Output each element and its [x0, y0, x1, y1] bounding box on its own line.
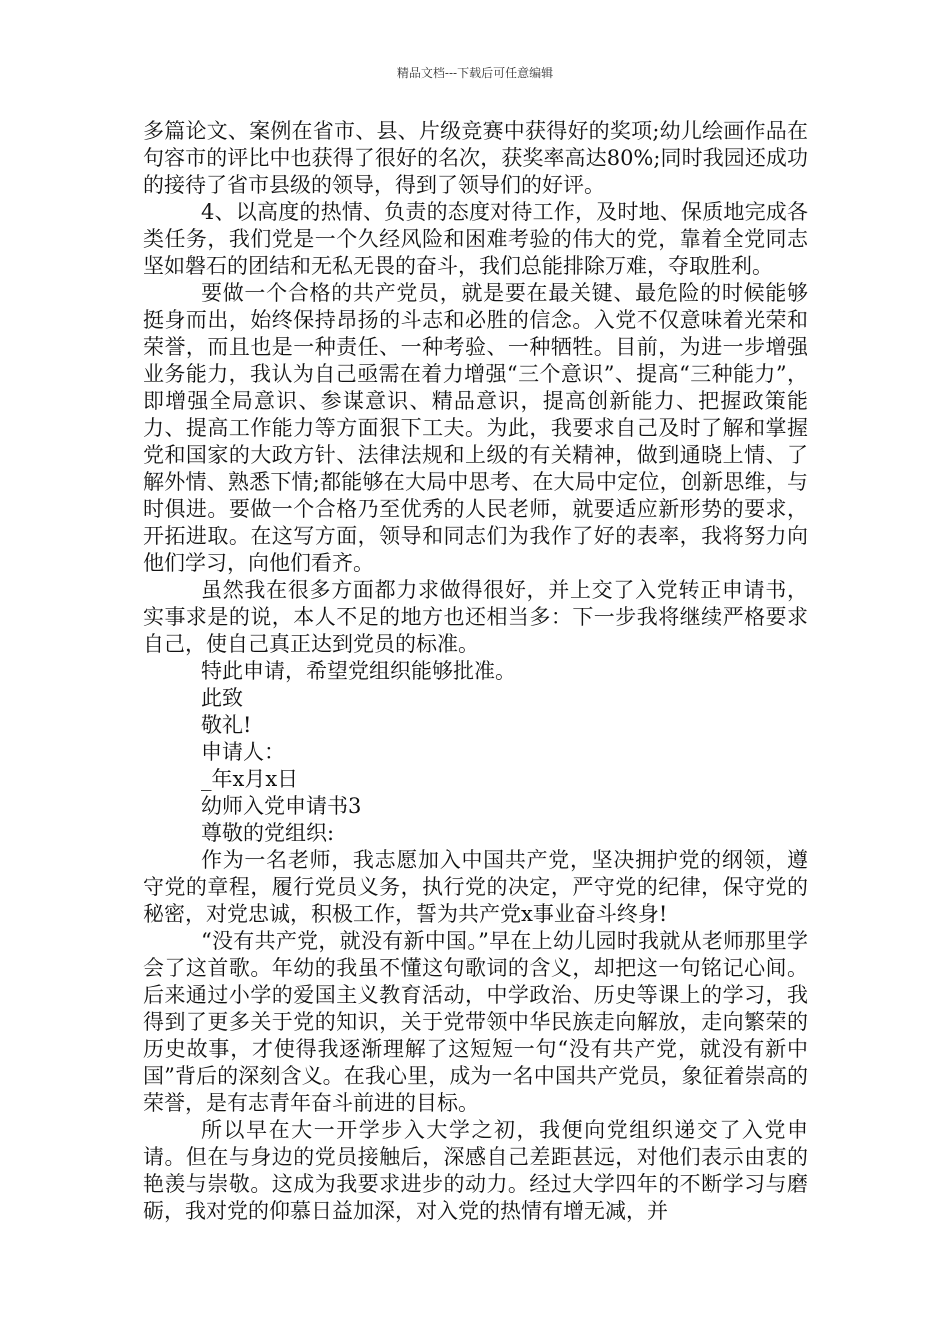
paragraph: 所以早在大一开学步入大学之初，我便向党组织递交了入党申请。但在与身边的党员接触后，深感自己差距甚远，对他们表示由衷的艳羡与崇敬。这成为我要求进步的动力。经过大学四年的不断学习与磨砺，我对党的仰慕日益加深，对入党的热情有增无减，并 [143, 1118, 808, 1223]
paragraph: 要做一个合格的共产党员，就是要在最关键、最危险的时候能够挺身而出，始终保持昂扬的斗志和必胜的信念。入党不仅意味着光荣和荣誉，而且也是一种责任、一种考验、一种牺牲。目前，为进一步增强业务能力，我认为自己亟需在着力增强“三个意识”、提高“三种能力”，即增强全局意识、参谋意识、精品意识，提高创新能力、把握政策能力、提高工作能力等方面狠下工夫。为此，我要求自己及时了解和掌握党和国家的大政方针、法律法规和上级的有关精神，做到通晓上情、了解外情、熟悉下情;都能够在大局中思考、在大局中定位，创新思维，与时俱进。要做一个合格乃至优秀的人民老师，就要适应新形势的要求，开拓进取。在这写方面，领导和同志们为我作了好的表率，我将努力向他们学习，向他们看齐。 [143, 281, 808, 575]
paragraph: 4、以高度的热情、负责的态度对待工作，及时地、保质地完成各类任务，我们党是一个久经风险和困难考验的伟大的党，靠着全党同志坚如磐石的团结和无私无畏的奋斗，我们总能排除万难，夺取胜利。 [143, 200, 808, 278]
paragraph: 多篇论文、案例在省市、县、片级竞赛中获得好的奖项;幼儿绘画作品在句容市的评比中也获得了很好的名次，获奖率高达80%;同时我园还成功的接待了省市县级的领导，得到了领导们的好评。 [143, 119, 808, 197]
closing-request: 特此申请，希望党组织能够批准。 [201, 659, 516, 683]
salutation-respect: 敬礼! [201, 713, 252, 737]
section-title: 幼师入党申请书3 [201, 794, 362, 818]
applicant-label: 申请人： [201, 740, 285, 764]
page-header: 精品文档---下载后可任意编辑 [396, 66, 554, 80]
document-body [143, 118, 808, 1225]
paragraph: 作为一名老师，我志愿加入中国共产党，坚决拥护党的纲领，遵守党的章程，履行党员义务，执行党的决定，严守党的纪律，保守党的秘密，对党忠诚，积极工作，誓为共产党x事业奋斗终身! [143, 848, 808, 926]
date-line: _年x月x日 [201, 767, 299, 791]
greeting: 尊敬的党组织: [201, 821, 335, 845]
paragraph: “没有共产党，就没有新中国。”早在上幼儿园时我就从老师那里学会了这首歌。年幼的我虽不懂这句歌词的含义，却把这一句铭记心间。后来通过小学的爱国主义教育活动，中学政治、历史等课上的学习，我得到了更多关于党的知识，关于党带领中华民族走向解放，走向繁荣的历史故事，才使得我逐渐理解了这短短一句“没有共产党，就没有新中国”背后的深刻含义。在我心里，成为一名中国共产党员，象征着崇高的荣誉，是有志青年奋斗前进的目标。 [143, 929, 808, 1115]
salutation-closing: 此致 [201, 686, 243, 710]
paragraph: 虽然我在很多方面都力求做得很好，并上交了入党转正申请书，实事求是的说，本人不足的地方也还相当多：下一步我将继续严格要求自己，使自己真正达到党员的标准。 [143, 578, 808, 656]
